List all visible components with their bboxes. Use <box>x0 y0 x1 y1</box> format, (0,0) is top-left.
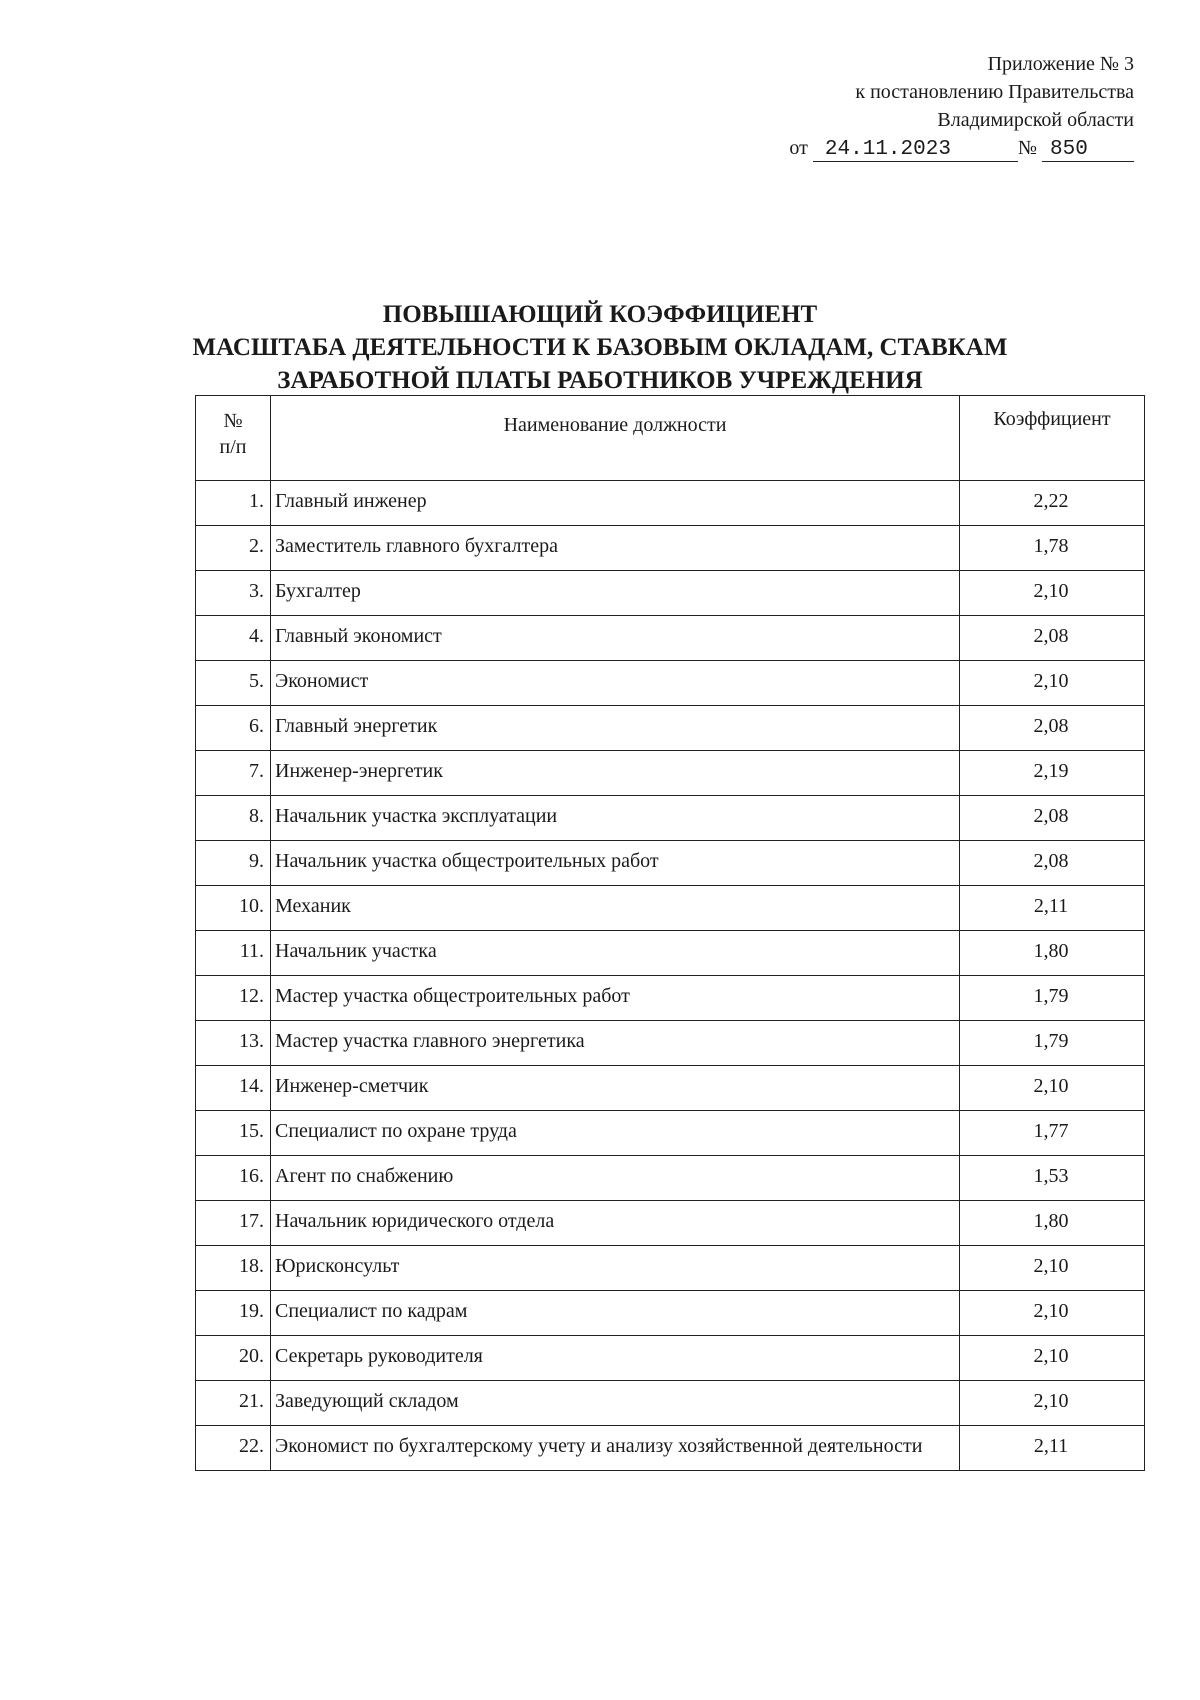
position-name: Начальник юридического отдела <box>271 1201 960 1246</box>
table-row <box>196 706 1145 751</box>
position-name: Начальник участка общестроительных работ <box>271 841 960 886</box>
coefficient-value: 2,10 <box>960 1066 1145 1111</box>
coefficient-value: 1,79 <box>960 976 1145 1021</box>
position-name: Заместитель главного бухгалтера <box>271 526 960 571</box>
header-position-name: Наименование должности <box>271 396 960 481</box>
table-row <box>196 526 1145 571</box>
position-name: Инженер-энергетик <box>271 751 960 796</box>
table-row <box>196 1336 1145 1381</box>
table-row <box>196 481 1145 526</box>
coefficient-table <box>195 395 1145 1471</box>
position-name: Главный экономист <box>271 616 960 661</box>
appendix-region: Владимирской области <box>937 109 1134 131</box>
table-row <box>196 1201 1145 1246</box>
position-name: Секретарь руководителя <box>271 1336 960 1381</box>
table-row <box>196 1111 1145 1156</box>
document-title <box>0 298 1200 397</box>
table-row <box>196 1246 1145 1291</box>
number-prefix: № <box>1017 137 1037 159</box>
row-number: 9. <box>196 841 271 886</box>
position-name: Мастер участка общестроительных работ <box>271 976 960 1021</box>
coefficient-value: 1,78 <box>960 526 1145 571</box>
row-number: 22. <box>196 1426 271 1471</box>
header-coefficient: Коэффициент <box>960 396 1145 481</box>
row-number: 17. <box>196 1201 271 1246</box>
position-name: Механик <box>271 886 960 931</box>
coefficient-value: 2,10 <box>960 1381 1145 1426</box>
row-number: 6. <box>196 706 271 751</box>
row-number: 13. <box>196 1021 271 1066</box>
title-line-1: ПОВЫШАЮЩИЙ КОЭФФИЦИЕНТ <box>382 301 818 328</box>
appendix-header <box>714 50 1134 162</box>
table-row <box>196 661 1145 706</box>
coefficient-value: 2,08 <box>960 796 1145 841</box>
position-name: Специалист по кадрам <box>271 1291 960 1336</box>
header-row-number <box>196 396 271 481</box>
header-number-abbr: п/п <box>219 436 247 458</box>
title-line-2: МАСШТАБА ДЕЯТЕЛЬНОСТИ К БАЗОВЫМ ОКЛАДАМ, СТАВКАМ <box>192 334 1008 361</box>
row-number: 20. <box>196 1336 271 1381</box>
row-number: 18. <box>196 1246 271 1291</box>
table-row <box>196 571 1145 616</box>
position-name: Агент по снабжению <box>271 1156 960 1201</box>
table-row <box>196 1156 1145 1201</box>
row-number: 14. <box>196 1066 271 1111</box>
table-header-row <box>196 396 1145 481</box>
table-row <box>196 751 1145 796</box>
row-number: 16. <box>196 1156 271 1201</box>
appendix-date-line <box>714 134 1134 162</box>
title-line-3: ЗАРАБОТНОЙ ПЛАТЫ РАБОТНИКОВ УЧРЕЖДЕНИЯ <box>277 367 923 394</box>
position-name: Инженер-сметчик <box>271 1066 960 1111</box>
position-name: Экономист по бухгалтерскому учету и анализу хозяйственной деятельности <box>271 1426 960 1471</box>
position-name: Юрисконсульт <box>271 1246 960 1291</box>
table-row <box>196 1066 1145 1111</box>
coefficient-value: 1,80 <box>960 931 1145 976</box>
position-name: Заведующий складом <box>271 1381 960 1426</box>
coefficient-value: 2,08 <box>960 706 1145 751</box>
coefficient-value: 1,53 <box>960 1156 1145 1201</box>
position-name: Мастер участка главного энергетика <box>271 1021 960 1066</box>
row-number: 8. <box>196 796 271 841</box>
row-number: 3. <box>196 571 271 616</box>
position-name: Экономист <box>271 661 960 706</box>
coefficient-value: 2,08 <box>960 841 1145 886</box>
table-row <box>196 931 1145 976</box>
row-number: 4. <box>196 616 271 661</box>
row-number: 19. <box>196 1291 271 1336</box>
row-number: 1. <box>196 481 271 526</box>
row-number: 11. <box>196 931 271 976</box>
resolution-date: 24.11.2023 <box>813 139 1018 162</box>
position-name: Начальник участка эксплуатации <box>271 796 960 841</box>
coefficient-value: 1,79 <box>960 1021 1145 1066</box>
table-row <box>196 1426 1145 1471</box>
appendix-resolution-ref: к постановлению Правительства <box>855 81 1134 103</box>
table-row <box>196 1291 1145 1336</box>
coefficient-value: 2,11 <box>960 886 1145 931</box>
coefficient-value: 2,11 <box>960 1426 1145 1471</box>
table-row <box>196 1021 1145 1066</box>
coefficient-value: 2,10 <box>960 1336 1145 1381</box>
row-number: 15. <box>196 1111 271 1156</box>
row-number: 7. <box>196 751 271 796</box>
header-number-sign: № <box>223 410 243 432</box>
position-name: Специалист по охране труда <box>271 1111 960 1156</box>
position-name: Главный инженер <box>271 481 960 526</box>
row-number: 12. <box>196 976 271 1021</box>
row-number: 2. <box>196 526 271 571</box>
row-number: 10. <box>196 886 271 931</box>
date-prefix: от <box>789 137 808 159</box>
coefficient-value: 2,22 <box>960 481 1145 526</box>
coefficient-value: 2,10 <box>960 661 1145 706</box>
coefficient-value: 2,08 <box>960 616 1145 661</box>
coefficient-value: 1,80 <box>960 1201 1145 1246</box>
position-name: Главный энергетик <box>271 706 960 751</box>
table-row <box>196 1381 1145 1426</box>
table-row <box>196 616 1145 661</box>
table-row <box>196 886 1145 931</box>
coefficient-value: 2,10 <box>960 571 1145 616</box>
coefficient-value: 2,10 <box>960 1291 1145 1336</box>
table-row <box>196 796 1145 841</box>
coefficient-value: 2,19 <box>960 751 1145 796</box>
position-name: Бухгалтер <box>271 571 960 616</box>
coefficient-value: 2,10 <box>960 1246 1145 1291</box>
coefficient-value: 1,77 <box>960 1111 1145 1156</box>
table-row <box>196 976 1145 1021</box>
appendix-number: Приложение № 3 <box>987 53 1134 75</box>
row-number: 5. <box>196 661 271 706</box>
resolution-number: 850 <box>1042 139 1134 162</box>
row-number: 21. <box>196 1381 271 1426</box>
position-name: Начальник участка <box>271 931 960 976</box>
table-row <box>196 841 1145 886</box>
